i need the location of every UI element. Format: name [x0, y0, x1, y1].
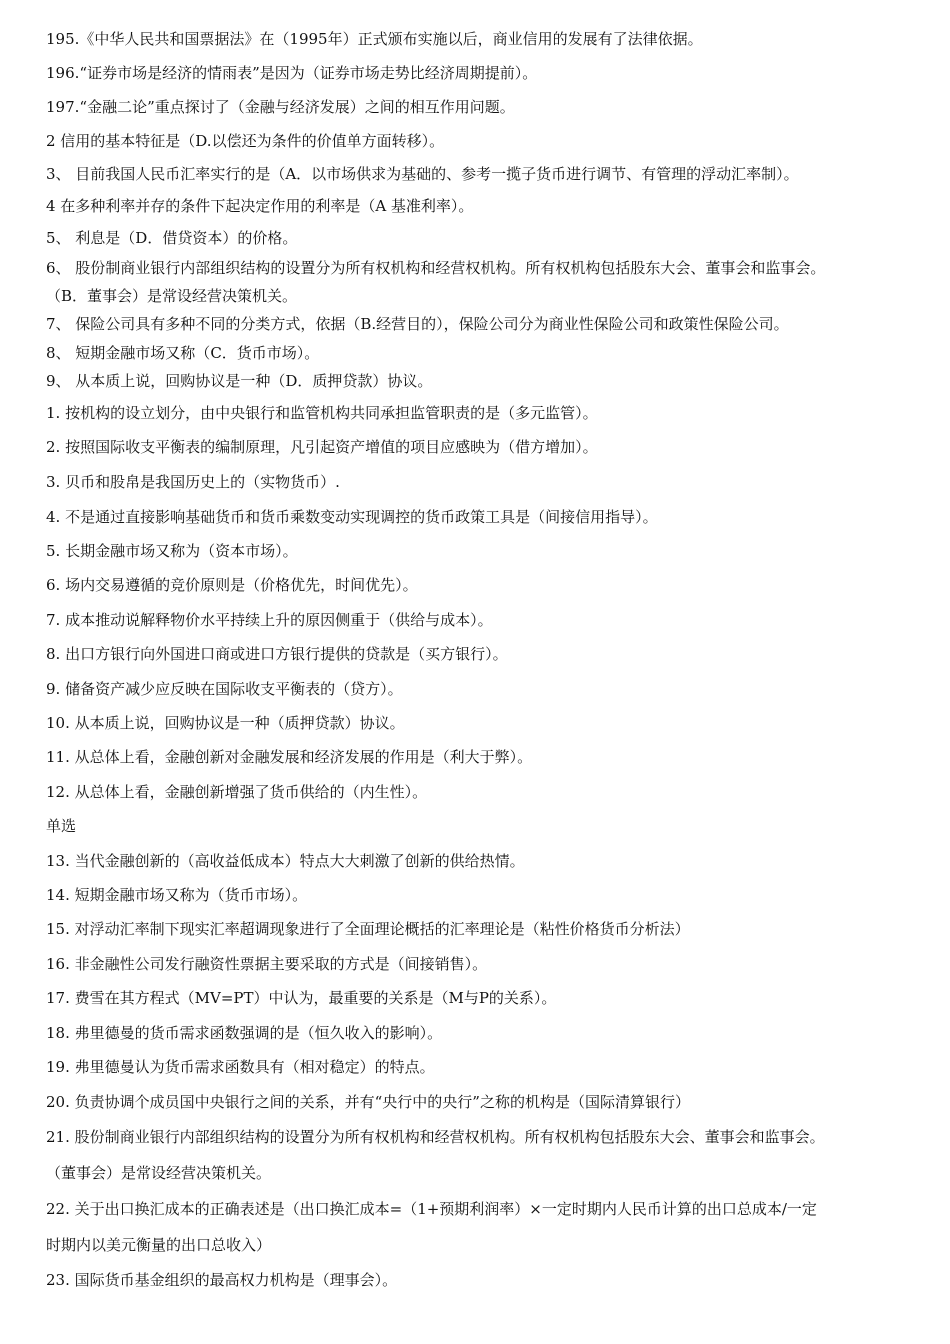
text-line: 10. 从本质上说，回购协议是一种（质押贷款）协议。 [46, 714, 405, 732]
text-line: 1. 按机构的设立划分，由中央银行和监管机构共同承担监管职责的是（多元监管）。 [46, 404, 598, 422]
text-line: 12. 从总体上看，金融创新增强了货币供给的（内生性）。 [46, 783, 428, 801]
text-line: 19. 弗里德曼认为货币需求函数具有（相对稳定）的特点。 [46, 1058, 435, 1076]
text-line: 197.“金融二论”重点探讨了（金融与经济发展）之间的相互作用问题。 [46, 98, 515, 116]
text-line: 7. 成本推动说解释物价水平持续上升的原因侧重于（供给与成本）。 [46, 611, 493, 629]
text-line: 4. 不是通过直接影响基础货币和货币乘数变动实现调控的货币政策工具是（间接信用指导）。 [46, 508, 658, 526]
text-line: 195.《中华人民共和国票据法》在（1995年）正式颁布实施以后，商业信用的发展有了法律依据。 [46, 30, 703, 48]
text-line: 2 信用的基本特征是（D.以偿还为条件的价值单方面转移）。 [46, 132, 445, 150]
text-line: 11. 从总体上看，金融创新对金融发展和经济发展的作用是（利大于弊）。 [46, 748, 533, 766]
text-line: 6、 股份制商业银行内部组织结构的设置分为所有权机构和经营权机构。所有权机构包括股东大会、董事会和监事会。 [46, 259, 826, 277]
text-line: 8. 出口方银行向外国进口商或进口方银行提供的贷款是（买方银行）。 [46, 645, 508, 663]
text-line: 8、 短期金融市场又称（C．货币市场）。 [46, 344, 320, 362]
text-line: 15. 对浮动汇率制下现实汇率超调现象进行了全面理论概括的汇率理论是（粘性价格货币分析法） [46, 920, 690, 938]
text-line: 14. 短期金融市场又称为（货币市场）。 [46, 886, 308, 904]
text-line: 时期内以美元衡量的出口总收入） [46, 1236, 272, 1254]
text-line: （董事会）是常设经营决策机关。 [46, 1164, 272, 1182]
text-line: 3、 目前我国人民币汇率实行的是（A．以市场供求为基础的、参考一揽子货币进行调节、有管理的浮动汇率制）。 [46, 165, 799, 183]
text-line: 5. 长期金融市场又称为（资本市场）。 [46, 542, 298, 560]
text-line: 20. 负责协调个成员国中央银行之间的关系，并有“央行中的央行”之称的机构是（国际清算银行） [46, 1093, 690, 1111]
text-line: 13. 当代金融创新的（高收益低成本）特点大大刺激了创新的供给热情。 [46, 852, 525, 870]
section-heading: 单选 [46, 817, 77, 835]
text-line: 18. 弗里德曼的货币需求函数强调的是（恒久收入的影响）。 [46, 1024, 443, 1042]
text-line: 7、 保险公司具有多种不同的分类方式，依据（B.经营目的），保险公司分为商业性保险公司和政策性保险公司。 [46, 315, 789, 333]
text-line: 5、 利息是（D．借贷资本）的价格。 [46, 229, 298, 247]
text-line: 2. 按照国际收支平衡表的编制原理，凡引起资产增值的项目应感映为（借方增加）。 [46, 438, 598, 456]
text-line: 21. 股份制商业银行内部组织结构的设置分为所有权机构和经营权机构。所有权机构包括股东大会、董事会和监事会。 [46, 1128, 825, 1146]
text-line: 9. 储备资产减少应反映在国际收支平衡表的（贷方）。 [46, 680, 403, 698]
text-line: 23. 国际货币基金组织的最高权力机构是（理事会）。 [46, 1271, 398, 1289]
text-line: 6. 场内交易遵循的竞价原则是（价格优先，时间优先）。 [46, 576, 418, 594]
text-line: （B．董事会）是常设经营决策机关。 [46, 287, 298, 305]
text-line: 196.“证券市场是经济的情雨表”是因为（证券市场走势比经济周期提前）。 [46, 64, 538, 82]
text-line: 22. 关于出口换汇成本的正确表述是（出口换汇成本=（1+预期利润率）×一定时期内人民币计算的出口总成本/一定 [46, 1200, 817, 1218]
text-line: 3. 贝币和股帛是我国历史上的（实物货币）. [46, 473, 340, 491]
text-line: 9、 从本质上说，回购协议是一种（D．质押贷款）协议。 [46, 372, 433, 390]
text-line: 16. 非金融性公司发行融资性票据主要采取的方式是（间接销售）。 [46, 955, 488, 973]
text-line: 4 在多种利率并存的条件下起决定作用的利率是（A 基准利率）。 [46, 197, 474, 215]
text-line: 17. 费雪在其方程式（MV=PT）中认为，最重要的关系是（M与P的关系）。 [46, 989, 557, 1007]
